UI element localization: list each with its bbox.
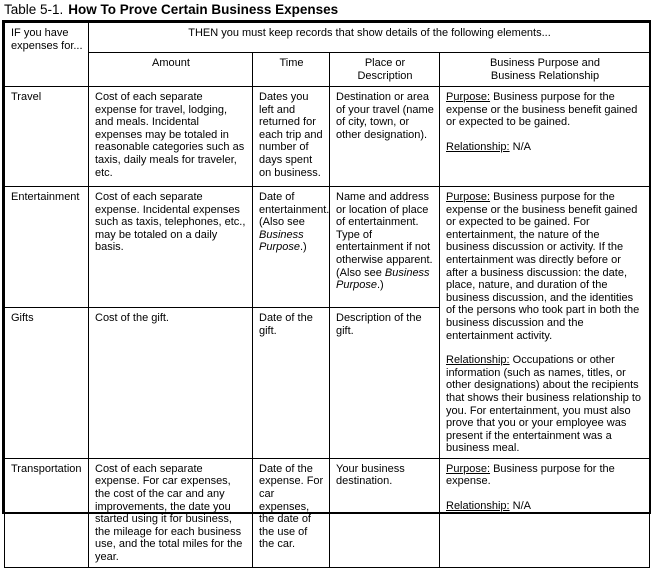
table-caption — [4, 1, 338, 19]
cell-entertainment-place — [330, 187, 440, 308]
header-then-span: THEN you must keep records that show details of the following elements... — [89, 23, 650, 53]
cell-gifts-place: Description of the gift. — [330, 308, 440, 459]
relationship-text: N/A — [509, 140, 531, 153]
cell-entertainment-purpose — [440, 187, 650, 459]
time-tail: .) — [299, 241, 307, 254]
cell-transportation-amount: Cost of each separate expense. For car expenses, the cost of the car and any improvements, the date you started using it for business, the mileage for each business use, and the total miles for the year. — [89, 458, 253, 567]
purpose-paragraph — [446, 191, 644, 342]
cell-transportation-place: Your business destination. — [330, 458, 440, 567]
cell-entertainment-amount: Cost of each separate expense. Incidental expenses such as taxis, telephones, etc., may be totaled on a daily basis. — [89, 187, 253, 308]
relationship-text: Occupations or other information (such as names, titles, or other designations) about the recipients that shows their business relationship to you. For entertainment, you must also prove that you or your employee was present if the entertainment was a business meal. — [446, 354, 642, 455]
purpose-label: Purpose: — [446, 91, 491, 103]
relationship-text: N/A — [509, 500, 531, 513]
relationship-label: Relationship: — [446, 140, 510, 153]
header-col-time: Time — [253, 53, 330, 87]
relationship-label: Relationship: — [446, 500, 510, 513]
place-text: Name and address or location of place of entertainment. Type of entertainment if not otherwise apparent. (Also see — [336, 191, 433, 279]
purpose-label: Purpose: — [446, 191, 491, 203]
header-if-column: IF you have expenses for... — [5, 23, 89, 87]
purpose-paragraph — [446, 463, 644, 488]
cell-travel-time: Dates you left and returned for each trip and number of days spent on business. — [253, 87, 330, 187]
cell-travel-place: Destination or area of your travel (name of city, town, or other designation). — [330, 87, 440, 187]
relationship-paragraph — [446, 354, 644, 455]
table-header-row-1 — [5, 23, 650, 53]
cell-travel-amount: Cost of each separate expense for travel, lodging, and meals. Incidental expenses may be totaled in reasonable categories such as taxis, daily meals for traveler, etc. — [89, 87, 253, 187]
purpose-text: Business purpose for the expense or the business benefit gained or expected to be gained. For entertainment, the nature of the business discussion or activity. If the entertainment was directly before or after a business discussion: the date, place, nature, and duration of the business discussion, and the identities of the persons who took part in both the business discussion and the entertainment activity. — [446, 191, 640, 342]
row-category-gifts: Gifts — [5, 308, 89, 459]
cell-transportation-purpose — [440, 458, 650, 567]
row-category-travel: Travel — [5, 87, 89, 187]
table-header-row-2 — [5, 53, 650, 87]
header-col-amount: Amount — [89, 53, 253, 87]
time-text: Date of entertainment. (Also see — [259, 191, 330, 229]
relationship-paragraph — [446, 500, 644, 513]
row-category-transportation: Transportation — [5, 458, 89, 567]
cell-travel-purpose — [440, 87, 650, 187]
relationship-label: Relationship: — [446, 354, 510, 367]
place-tail: .) — [376, 279, 384, 292]
table-container — [2, 20, 651, 564]
row-category-entertainment: Entertainment — [5, 187, 89, 308]
table-caption-title: How To Prove Certain Business Expenses — [68, 2, 339, 17]
table-caption-number: Table 5-1. — [4, 2, 64, 17]
place-italic-ref: Business Purpose — [336, 266, 430, 292]
cell-transportation-time: Date of the expense. For car expenses, the date of the use of the car. — [253, 458, 330, 567]
cell-gifts-time: Date of the gift. — [253, 308, 330, 459]
cell-entertainment-time — [253, 187, 330, 308]
table-row — [5, 187, 650, 308]
relationship-paragraph — [446, 141, 644, 154]
purpose-text: Business purpose for the expense or the business benefit gained or expected to be gained. — [446, 91, 638, 129]
time-italic-ref: Business Purpose — [259, 228, 304, 254]
cell-gifts-amount: Cost of the gift. — [89, 308, 253, 459]
header-col-purpose: Business Purpose and Business Relationship — [440, 53, 650, 87]
purpose-paragraph — [446, 91, 644, 129]
purpose-text: Business purpose for the expense. — [446, 462, 615, 488]
header-col-place: Place or Description — [330, 53, 440, 87]
business-expenses-table — [4, 22, 650, 568]
table-row — [5, 87, 650, 187]
purpose-label: Purpose: — [446, 462, 491, 475]
table-row — [5, 458, 650, 567]
